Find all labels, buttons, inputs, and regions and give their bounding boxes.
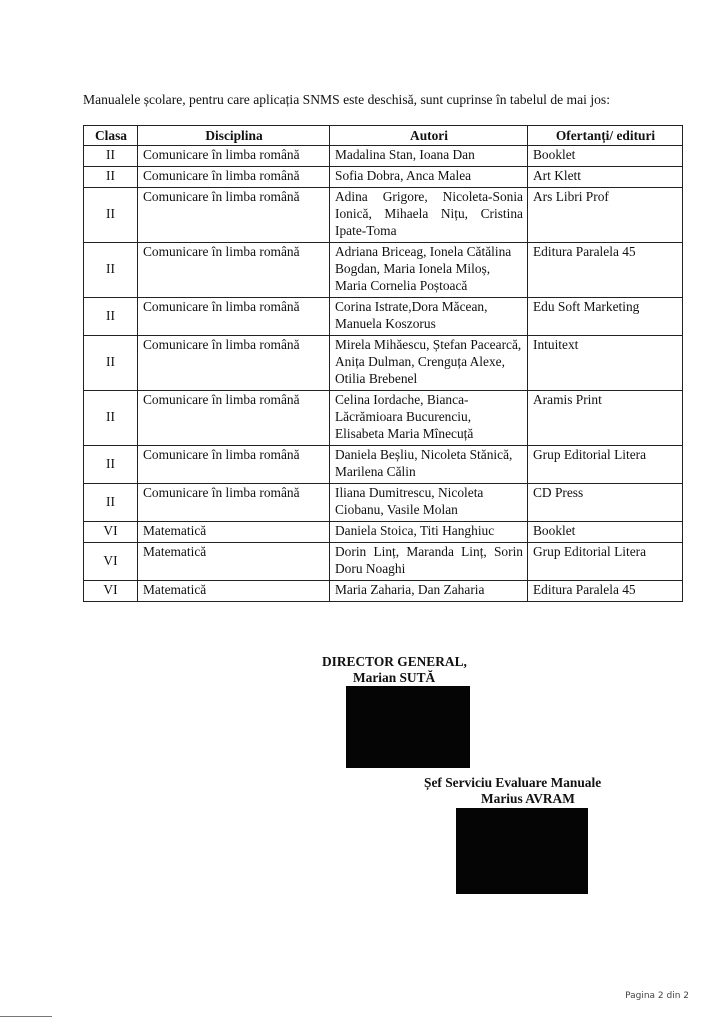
cell-clasa: II — [84, 484, 138, 522]
cell-disciplina: Comunicare în limba română — [138, 188, 330, 243]
director-signature-block — [322, 654, 467, 686]
cell-ofertant: Intuitext — [528, 336, 683, 391]
redacted-signature — [456, 808, 588, 894]
cell-ofertant: Grup Editorial Litera — [528, 446, 683, 484]
table-row — [84, 581, 683, 602]
cell-clasa: II — [84, 446, 138, 484]
cell-autori: Daniela Stoica, Titi Hanghiuc — [330, 522, 528, 543]
cell-disciplina: Matematică — [138, 543, 330, 581]
table-row — [84, 484, 683, 522]
cell-autori: Adina Grigore, Nicoleta-Sonia Ionică, Mihaela Nițu, Cristina Ipate-Toma — [330, 188, 528, 243]
table-row — [84, 336, 683, 391]
table-row — [84, 167, 683, 188]
chief-name: Marius AVRAM — [481, 791, 575, 806]
cell-ofertant: Booklet — [528, 522, 683, 543]
cell-disciplina: Comunicare în limba română — [138, 391, 330, 446]
table-row — [84, 391, 683, 446]
cell-clasa: II — [84, 391, 138, 446]
table-row — [84, 298, 683, 336]
cell-clasa: II — [84, 167, 138, 188]
cell-autori: Mirela Mihăescu, Ștefan Pacearcă, Anița Dulman, Crenguța Alexe, Otilia Brebenel — [330, 336, 528, 391]
manuals-table — [83, 125, 683, 602]
cell-ofertant: Ars Libri Prof — [528, 188, 683, 243]
cell-autori: Iliana Dumitrescu, Nicoleta Ciobanu, Vasile Molan — [330, 484, 528, 522]
cell-autori: Daniela Beșliu, Nicoleta Stănică, Marilena Călin — [330, 446, 528, 484]
director-title: DIRECTOR GENERAL, — [322, 654, 467, 669]
cell-ofertant: Grup Editorial Litera — [528, 543, 683, 581]
cell-clasa: II — [84, 146, 138, 167]
chief-signature-block — [424, 775, 601, 807]
cell-autori: Sofia Dobra, Anca Malea — [330, 167, 528, 188]
cell-ofertant: Art Klett — [528, 167, 683, 188]
table-row — [84, 146, 683, 167]
table-row — [84, 188, 683, 243]
cell-disciplina: Comunicare în limba română — [138, 243, 330, 298]
cell-clasa: II — [84, 243, 138, 298]
header-disciplina: Disciplina — [138, 126, 330, 146]
cell-clasa: VI — [84, 543, 138, 581]
cell-clasa: II — [84, 298, 138, 336]
page-number: Pagina 2 din 2 — [625, 991, 689, 1001]
cell-disciplina: Comunicare în limba română — [138, 298, 330, 336]
cell-autori: Madalina Stan, Ioana Dan — [330, 146, 528, 167]
cell-ofertant: Aramis Print — [528, 391, 683, 446]
cell-disciplina: Comunicare în limba română — [138, 167, 330, 188]
cell-clasa: II — [84, 188, 138, 243]
cell-clasa: VI — [84, 522, 138, 543]
table-row — [84, 543, 683, 581]
cell-autori: Celina Iordache, Bianca-Lăcrămioara Bucurenciu, Elisabeta Maria Mînecuță — [330, 391, 528, 446]
director-name: Marian SUTĂ — [353, 670, 436, 685]
cell-clasa: II — [84, 336, 138, 391]
cell-disciplina: Comunicare în limba română — [138, 336, 330, 391]
cell-autori: Maria Zaharia, Dan Zaharia — [330, 581, 528, 602]
cell-disciplina: Comunicare în limba română — [138, 446, 330, 484]
cell-ofertant: Editura Paralela 45 — [528, 581, 683, 602]
cell-autori: Adriana Briceag, Ionela Cătălina Bogdan, Maria Ionela Miloș, Maria Cornelia Poștoacă — [330, 243, 528, 298]
cell-disciplina: Comunicare în limba română — [138, 146, 330, 167]
cell-ofertant: Editura Paralela 45 — [528, 243, 683, 298]
header-autori: Autori — [330, 126, 528, 146]
cell-disciplina: Comunicare în limba română — [138, 484, 330, 522]
cell-autori: Dorin Linț, Maranda Linț, Sorin Doru Noaghi — [330, 543, 528, 581]
header-ofertanti: Ofertanți/ edituri — [528, 126, 683, 146]
cell-autori: Corina Istrate,Dora Măcean, Manuela Koszorus — [330, 298, 528, 336]
chief-title: Șef Serviciu Evaluare Manuale — [424, 775, 602, 790]
redacted-signature — [346, 686, 470, 768]
table-header-row — [84, 126, 683, 146]
cell-disciplina: Matematică — [138, 522, 330, 543]
table-row — [84, 522, 683, 543]
footer-line — [0, 1016, 52, 1017]
intro-text: Manualele școlare, pentru care aplicația SNMS este deschisă, sunt cuprinse în tabelul de mai jos: — [83, 92, 610, 107]
header-clasa: Clasa — [84, 126, 138, 146]
cell-ofertant: CD Press — [528, 484, 683, 522]
cell-clasa: VI — [84, 581, 138, 602]
table-row — [84, 243, 683, 298]
cell-ofertant: Booklet — [528, 146, 683, 167]
cell-ofertant: Edu Soft Marketing — [528, 298, 683, 336]
cell-disciplina: Matematică — [138, 581, 330, 602]
table-row — [84, 446, 683, 484]
